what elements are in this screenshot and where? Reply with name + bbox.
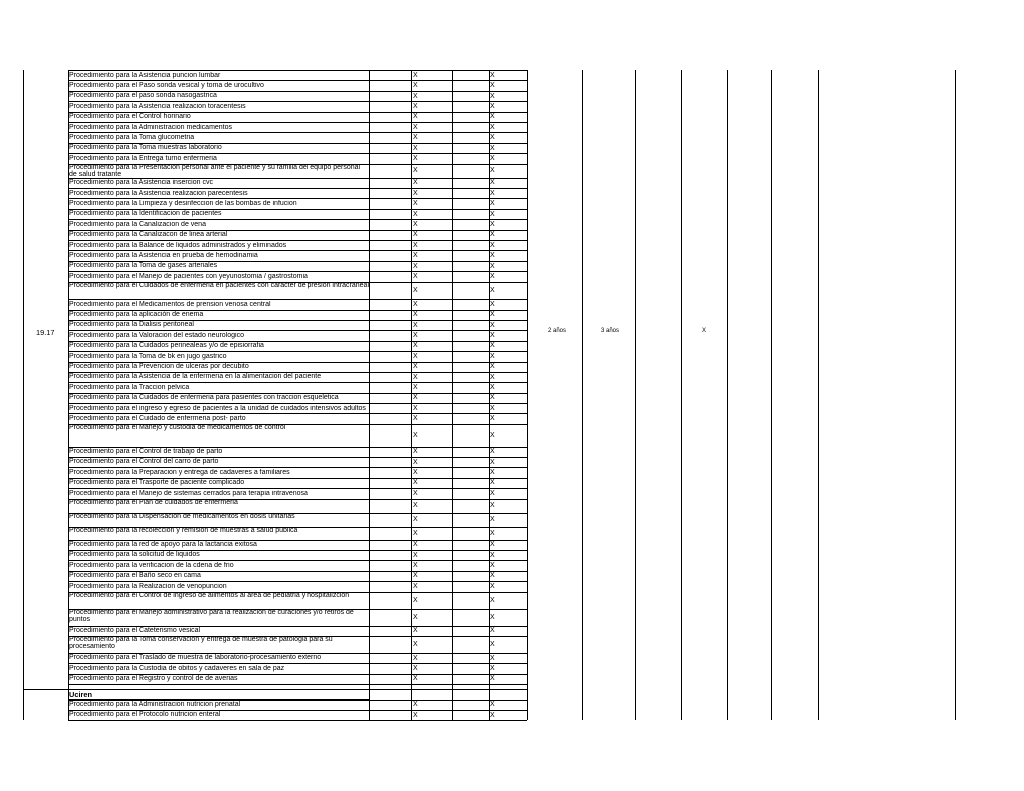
procedure-label: Procedimiento para la Dialisis peritoneal: [69, 321, 194, 329]
mark-b: X: [490, 144, 495, 152]
mark-a: X: [413, 701, 418, 709]
mark-b: X: [490, 300, 495, 308]
procedure-label: Procedimiento para el Traslado de muestra de laboratorio-procesamiento externo: [69, 654, 322, 662]
procedure-label: Procedimiento para el Plan de cuidados de enfermeria: [69, 498, 238, 506]
mark-a: X: [413, 640, 418, 648]
mark-b: X: [490, 332, 495, 339]
mark-b: X: [490, 541, 495, 549]
mark-a: X: [413, 394, 418, 402]
procedure-label: Procedimiento para la Canalizacion de vena: [69, 220, 206, 228]
vline-right-group: [771, 70, 772, 720]
mark-b: X: [490, 414, 495, 422]
mark-a: X: [413, 210, 418, 218]
mark-b: X: [490, 311, 495, 319]
mark-a: X: [413, 113, 418, 121]
procedure-label: Procedimiento para la verificacion de la cdena de frio: [69, 561, 234, 569]
mark-a: X: [413, 352, 418, 360]
mark-a: X: [413, 479, 418, 487]
mark-a: X: [413, 92, 418, 100]
procedure-label: Procedimiento para la Limpieza y desinfeccion de las bombas de infucion: [69, 199, 297, 207]
vline-right-group: [635, 70, 636, 720]
mark-a: X: [413, 675, 418, 683]
procedure-label: Procedimiento para el Manejo de sistemas cerrados para terapia intravenosa: [69, 489, 308, 497]
procedure-label: Procedimiento para el Medicamentos de prension venosa central: [69, 300, 271, 308]
mark-a: X: [413, 654, 418, 662]
mark-a: X: [413, 71, 418, 79]
mark-a: X: [413, 431, 418, 439]
mark-a: X: [413, 363, 418, 371]
vline-code-left: [23, 70, 24, 720]
mark-b: X: [490, 189, 495, 197]
mark-a: X: [413, 665, 418, 672]
mark-a: X: [413, 404, 418, 412]
mark-a: X: [413, 82, 418, 90]
procedure-label: Procedimiento para la Asistencia realizacion parecentesis: [69, 189, 248, 197]
procedure-label: Procedimiento para el Baño seco en cama: [69, 572, 201, 580]
row-divider: [68, 626, 527, 627]
procedure-label: Procedimiento para el Control horinario: [69, 113, 191, 121]
vline-right-group: [818, 70, 819, 720]
mark-b: X: [490, 231, 495, 239]
mark-b: X: [490, 479, 495, 487]
mark-a: X: [413, 458, 418, 466]
procedure-label: Procedimiento para el Manejo de pacientes con yeyunostomia / gastrostomia: [69, 272, 308, 280]
mark-a: X: [413, 179, 418, 187]
vline-col-b-right: [527, 70, 528, 720]
mark-b: X: [490, 627, 495, 635]
mark-b: X: [490, 596, 495, 604]
row-code: 19.17: [36, 328, 55, 337]
mark-b: X: [490, 134, 495, 142]
procedure-label: Procedimiento para la Toma muestras laboratorio: [69, 144, 222, 152]
procedure-label: Procedimiento para la Balance de liquidos administrados y eliminados: [69, 241, 287, 249]
mark-b: X: [490, 92, 495, 100]
mark-col3: X: [702, 328, 707, 334]
mark-b: X: [490, 363, 495, 371]
procedure-label: Procedimiento para la Asistencia en prueba de hemodinamia: [69, 251, 258, 259]
mark-b: X: [490, 210, 495, 218]
mark-a: X: [413, 231, 418, 239]
mark-b: X: [490, 711, 495, 719]
mark-b: X: [490, 640, 495, 648]
mark-a: X: [413, 102, 418, 110]
mark-b: X: [490, 394, 495, 402]
procedure-label: Procedimiento para la aplicación de enema: [69, 311, 204, 318]
mark-a: X: [413, 551, 418, 559]
procedure-label: Procedimiento para la Cuidados perinealeas y/o de episiorrafia: [69, 342, 264, 350]
mark-a: X: [413, 414, 418, 422]
procedure-label: Procedimiento para la Toma glucometria: [69, 133, 195, 141]
procedure-label: Procedimiento para la Administracion nutricion prenatal: [69, 701, 241, 708]
mark-b: X: [490, 102, 495, 110]
procedure-label: Procedimiento para la Cuidados de enfermeria para pasientes con traccion esqueletica: [69, 394, 339, 402]
vline-right-group: [582, 70, 583, 720]
procedure-label: Procedimiento para la Custodia de obitos y cadaveres en sala de paz: [69, 664, 285, 672]
vline-label-right: [369, 70, 370, 720]
mark-a: X: [413, 252, 418, 260]
mark-a: X: [413, 241, 418, 249]
procedure-label: Procedimiento para el Control de ingreso de alimentos al area de pediatria y hospitalizcion: [69, 591, 350, 599]
row-divider: [68, 540, 527, 541]
procedure-label: Procedimiento para la recoleccion y remision de muestras a salud publica: [69, 526, 298, 534]
mark-a: X: [413, 627, 418, 635]
mark-b: X: [490, 71, 495, 79]
mark-b: X: [490, 113, 495, 121]
mark-b: X: [490, 613, 495, 621]
mark-b: X: [490, 562, 495, 569]
mark-a: X: [413, 134, 418, 142]
mark-a: X: [413, 469, 418, 476]
procedure-label: Procedimiento para el paso sonda nasogastrica: [69, 92, 217, 100]
mark-a: X: [413, 123, 418, 131]
mark-a: X: [413, 286, 418, 294]
procedure-label: Procedimiento para el Control de trabajo de parto: [69, 448, 223, 455]
mark-b: X: [490, 241, 495, 249]
mark-a: X: [413, 321, 418, 329]
vline-right-group: [955, 70, 956, 720]
mark-b: X: [490, 529, 495, 537]
duration-col2: 3 años: [601, 328, 620, 334]
section-label-ucin: Uciren: [69, 690, 93, 699]
mark-a: X: [413, 541, 418, 549]
mark-b: X: [490, 82, 495, 90]
mark-b: X: [490, 200, 495, 208]
mark-a: X: [413, 373, 418, 381]
procedure-label: Procedimiento para el ingreso y egreso de pacientes a la unidad de cuidados intensivos adultos: [69, 404, 366, 412]
procedure-label: Procedimiento para la Entrega turno enfermeria: [69, 154, 217, 162]
procedure-label: Procedimiento para la Administracion medicamentos: [69, 123, 233, 131]
procedure-label: Procedimiento para la Realizacion de venopuncion: [69, 582, 227, 590]
mark-a: X: [413, 262, 418, 270]
mark-b: X: [490, 458, 495, 466]
mark-a: X: [413, 300, 418, 308]
mark-b: X: [490, 448, 495, 456]
mark-b: X: [490, 665, 495, 672]
mark-a: X: [413, 502, 418, 509]
procedure-label: Procedimiento para la Traccion pelvica: [69, 383, 190, 391]
procedure-label: Procedimiento para la Dispensacion de medicamentos en dosis unitarias: [69, 512, 295, 520]
mark-a: X: [413, 311, 418, 319]
mark-a: X: [413, 342, 418, 350]
vline-right-group: [681, 70, 682, 720]
mark-a: X: [413, 144, 418, 152]
mark-b: X: [490, 572, 495, 580]
procedure-label: Procedimiento para la Preparacion y entrega de cadaveres a familiares: [69, 468, 290, 476]
mark-b: X: [490, 404, 495, 412]
mark-a: X: [413, 332, 418, 339]
row-divider: [68, 178, 527, 179]
procedure-label: Procedimiento para la Identificacion de pacientes: [69, 210, 222, 218]
mark-b: X: [490, 469, 495, 476]
procedure-label: Procedimiento para el Manejo administrativo para la realizacion de curaciones y/o retiros de puntos: [69, 608, 354, 623]
mark-b: X: [490, 321, 495, 329]
mark-b: X: [490, 342, 495, 350]
mark-b: X: [490, 154, 495, 162]
procedure-label: Procedimiento para la Toma de bk en jugo gastrico: [69, 352, 227, 360]
procedure-label: Procedimiento para la Asistencia de la enfermeria en la alimentacion del paciente: [69, 373, 322, 381]
procedure-label: Procedimiento para el Cateterismo vesical: [69, 627, 201, 634]
procedure-label: Procedimiento para la Valoracion del estado neurologico: [69, 331, 244, 339]
procedure-label: Procedimiento para el Protocolo nutricion enteral: [69, 711, 221, 719]
mark-a: X: [413, 516, 418, 523]
mark-a: X: [413, 448, 418, 456]
mark-b: X: [490, 489, 495, 497]
procedure-label: Procedimiento para la Asistencia realizacion toracentesis: [69, 102, 246, 110]
procedure-label: Procedimiento para la Toma de gases arteriales: [69, 262, 218, 270]
mark-b: X: [490, 582, 495, 590]
procedure-label: Procedimiento para el Manejo y custodia de medicamentos de control: [69, 423, 286, 431]
mark-a: X: [413, 384, 418, 391]
mark-a: X: [413, 167, 418, 175]
mark-b: X: [490, 675, 495, 683]
mark-a: X: [413, 582, 418, 590]
duration-col1: 2 años: [548, 328, 567, 334]
mark-b: X: [490, 654, 495, 662]
mark-a: X: [413, 596, 418, 604]
mark-a: X: [413, 220, 418, 228]
mark-a: X: [413, 489, 418, 497]
mark-b: X: [490, 551, 495, 559]
mark-b: X: [490, 272, 495, 280]
row-divider: [68, 653, 527, 654]
mark-a: X: [413, 529, 418, 537]
vline-right-group: [727, 70, 728, 720]
mark-a: X: [413, 613, 418, 621]
row-divider: [68, 299, 527, 300]
mark-b: X: [490, 516, 495, 523]
mark-a: X: [413, 562, 418, 569]
vline-col-a-right: [452, 70, 453, 720]
procedure-label: Procedimiento para la solicitud de liquidos: [69, 551, 200, 559]
mark-b: X: [490, 220, 495, 228]
procedure-label: Procedimiento para la Asistencia insercion cvc: [69, 179, 213, 187]
mark-b: X: [490, 123, 495, 131]
mark-a: X: [413, 154, 418, 162]
procedure-label: Procedimiento para el Cuidados de enfermeria en pacientes con carácter de presion intracraneal: [69, 281, 369, 289]
mark-a: X: [413, 189, 418, 197]
procedure-label: Procedimiento para la Asistencia puncion lumbar: [69, 71, 221, 79]
mark-a: X: [413, 711, 418, 719]
vline-col-a: [411, 70, 412, 720]
mark-b: X: [490, 384, 495, 391]
mark-b: X: [490, 286, 495, 294]
mark-a: X: [413, 572, 418, 580]
procedure-label: Procedimiento para el Cuidado de enfermeria post- parto: [69, 414, 246, 422]
mark-b: X: [490, 373, 495, 381]
procedure-label: Procedimiento para la Canalizacon de linea arterial: [69, 231, 228, 239]
procedure-label: Procedimiento para el Control del carro de parto: [69, 458, 219, 466]
mark-b: X: [490, 167, 495, 175]
mark-b: X: [490, 179, 495, 187]
mark-b: X: [490, 431, 495, 439]
procedure-label: Procedimiento para el Paso sonda vesical y toma de urocultivo: [69, 81, 264, 89]
mark-a: X: [413, 272, 418, 280]
mark-b: X: [490, 502, 495, 509]
procedure-label: Procedimiento para la red de apoyo para la lactancia exitosa: [69, 541, 257, 548]
mark-b: X: [490, 701, 495, 709]
mark-b: X: [490, 262, 495, 270]
procedure-label: Procedimiento para el Registro y control de de averias: [69, 675, 238, 683]
row-divider: [68, 447, 527, 448]
procedure-label: Procedimiento para la Toma conservacion y entrega de muestra de patologia para su procesamiento: [69, 636, 333, 651]
procedure-label: Procedimiento para la Prevencion de ulceras por decubito: [69, 363, 249, 370]
procedure-label: Procedimiento para la Presentacion personal ante el paciente y su familia del equipo personal de salud tratante: [69, 163, 361, 178]
mark-a: X: [413, 200, 418, 208]
mark-b: X: [490, 352, 495, 360]
mark-b: X: [490, 252, 495, 260]
procedure-label: Procedimiento para el Trasporte de paciente complicado: [69, 479, 245, 487]
